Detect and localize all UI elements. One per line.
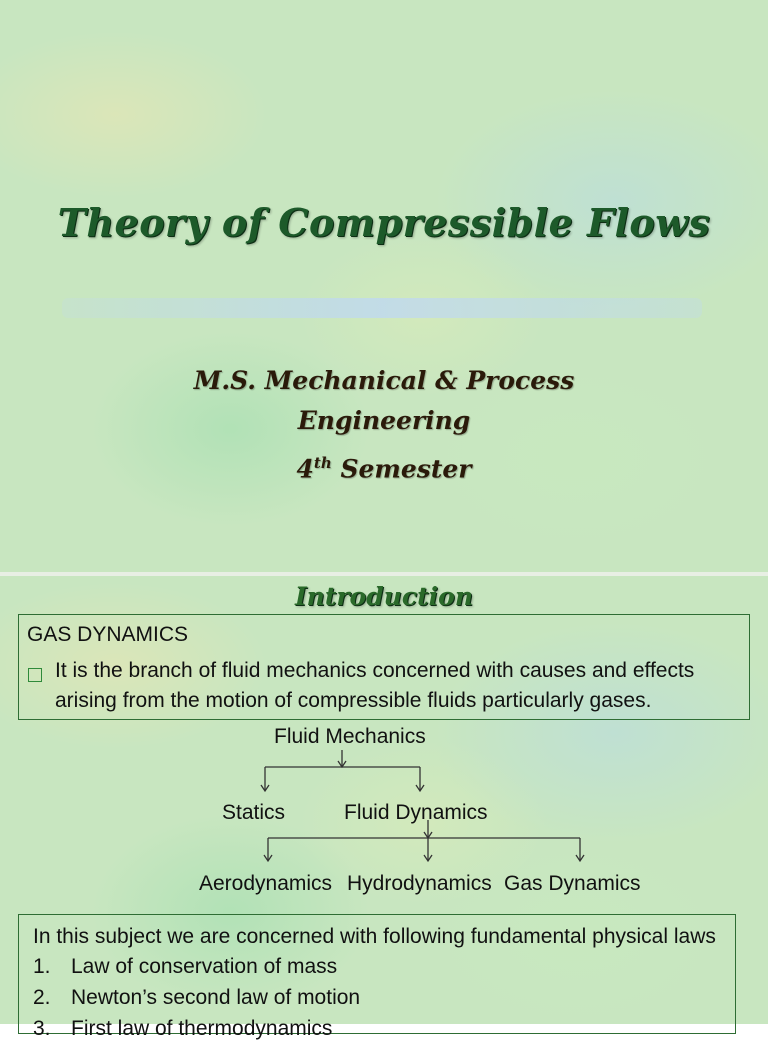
tree-node-hydrodynamics: Hydrodynamics — [347, 872, 492, 895]
gas-dynamics-heading: GAS DYNAMICS — [27, 623, 189, 646]
definition-line-1: It is the branch of fluid mechanics concerned with causes and effects — [55, 659, 695, 682]
law-number: 1. — [33, 955, 51, 978]
tree-node-aerodynamics: Aerodynamics — [199, 872, 333, 895]
semester-number: 4 — [296, 454, 314, 484]
law-item: Newton’s second law of motion — [71, 986, 361, 1009]
introduction-title: Introduction — [294, 582, 474, 611]
subtitle-line-2: Engineering — [297, 406, 471, 435]
law-number: 3. — [33, 1017, 51, 1040]
tree-node-gas-dynamics: Gas Dynamics — [504, 872, 641, 895]
tree-root-fluid-mechanics: Fluid Mechanics — [274, 725, 426, 748]
slide-title: Theory of Compressible Flows — [57, 200, 711, 245]
subtitle-line-1: M.S. Mechanical & Process — [193, 366, 575, 395]
tree-node-statics: Statics — [222, 801, 286, 824]
laws-intro: In this subject we are concerned with following fundamental physical laws — [33, 925, 716, 948]
semester-suffix: th — [313, 454, 332, 472]
law-item: Law of conservation of mass — [71, 955, 338, 978]
semester-label: Semester — [331, 454, 472, 484]
law-item: First law of thermodynamics — [71, 1017, 333, 1040]
definition-line-2: arising from the motion of compressible fluids particularly gases. — [55, 689, 652, 712]
law-number: 2. — [33, 986, 51, 1009]
tree-node-fluid-dynamics: Fluid Dynamics — [344, 801, 488, 824]
physical-laws-box — [18, 914, 736, 1040]
